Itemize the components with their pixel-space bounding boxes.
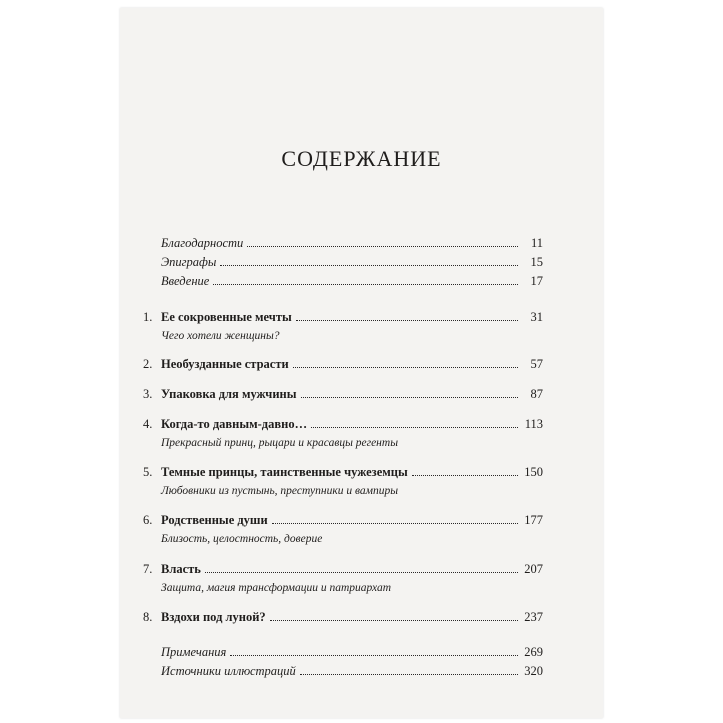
chapter-title: Когда-то давным-давно… (161, 417, 308, 431)
toc-entry-notes (143, 645, 543, 660)
leader-dots (311, 427, 518, 428)
leader-dots (270, 620, 518, 621)
toc-entry-introduction (143, 274, 543, 289)
chapter-page: 87 (530, 387, 543, 401)
chapter-title: Власть (161, 562, 201, 576)
leader-dots (230, 655, 518, 656)
leader-dots (272, 523, 518, 524)
chapter-page: 31 (530, 310, 543, 324)
chapter-title: Необузданные страсти (161, 357, 289, 371)
chapter-page: 150 (524, 465, 543, 479)
chapter-subtitle: Чего хотели женщины? (161, 330, 280, 342)
chapter-page: 177 (524, 513, 543, 527)
toc-entry-label: Благодарности (161, 236, 244, 250)
chapter-number: 1. (143, 310, 153, 324)
chapter-subtitle: Любовники из пустынь, преступники и вампиры (161, 485, 398, 497)
chapter-title: Ее сокровенные мечты (161, 310, 292, 324)
leader-dots (293, 367, 518, 368)
toc-chapter-8 (143, 610, 543, 625)
leader-dots (247, 246, 518, 247)
toc-entry-page: 320 (524, 664, 543, 678)
chapter-title: Вздохи под луной? (161, 610, 266, 624)
chapter-title: Темные принцы, таинственные чужеземцы (161, 465, 408, 479)
book-page (120, 8, 603, 718)
toc-entry-label: Введение (161, 274, 210, 288)
toc-entry-page: 17 (530, 274, 543, 288)
leader-dots (205, 572, 518, 573)
chapter-number: 3. (143, 387, 153, 401)
chapter-page: 237 (524, 610, 543, 624)
chapter-subtitle: Защита, магия трансформации и патриархат (161, 582, 392, 594)
toc-chapter-7 (143, 562, 543, 577)
toc-chapter-6 (143, 513, 543, 528)
leader-dots (300, 674, 518, 675)
chapter-number: 8. (143, 610, 153, 624)
toc-entry-page: 269 (524, 645, 543, 659)
chapter-number: 2. (143, 357, 153, 371)
toc-entry-page: 15 (530, 255, 543, 269)
chapter-subtitle: Прекрасный принц, рыцари и красавцы регенты (161, 437, 398, 449)
chapter-number: 4. (143, 417, 153, 431)
toc-entry-page: 11 (530, 236, 543, 250)
toc-entry-illustration-sources (143, 664, 543, 679)
chapter-number: 5. (143, 465, 153, 479)
chapter-title: Родственные души (161, 513, 268, 527)
chapter-page: 207 (524, 562, 543, 576)
toc-chapter-5 (143, 465, 543, 480)
chapter-title: Упаковка для мужчины (161, 387, 297, 401)
page-title: СОДЕРЖАНИЕ (281, 146, 442, 171)
toc-chapter-3 (143, 387, 543, 402)
toc-entry-label: Эпиграфы (161, 255, 217, 269)
chapter-number: 6. (143, 513, 153, 527)
leader-dots (412, 475, 518, 476)
toc-entry-label: Примечания (161, 645, 227, 659)
chapter-page: 57 (530, 357, 543, 371)
toc-chapter-4 (143, 417, 543, 432)
leader-dots (301, 397, 518, 398)
chapter-page: 113 (524, 417, 543, 431)
chapter-number: 7. (143, 562, 153, 576)
toc-entry-epigraphs (143, 255, 543, 270)
leader-dots (213, 284, 518, 285)
toc-entry-acknowledgements (143, 236, 543, 251)
toc-entry-label: Источники иллюстраций (161, 664, 296, 678)
chapter-subtitle: Близость, целостность, доверие (161, 533, 323, 545)
leader-dots (220, 265, 518, 266)
toc-chapter-1 (143, 310, 543, 325)
toc-chapter-2 (143, 357, 543, 372)
leader-dots (296, 320, 518, 321)
